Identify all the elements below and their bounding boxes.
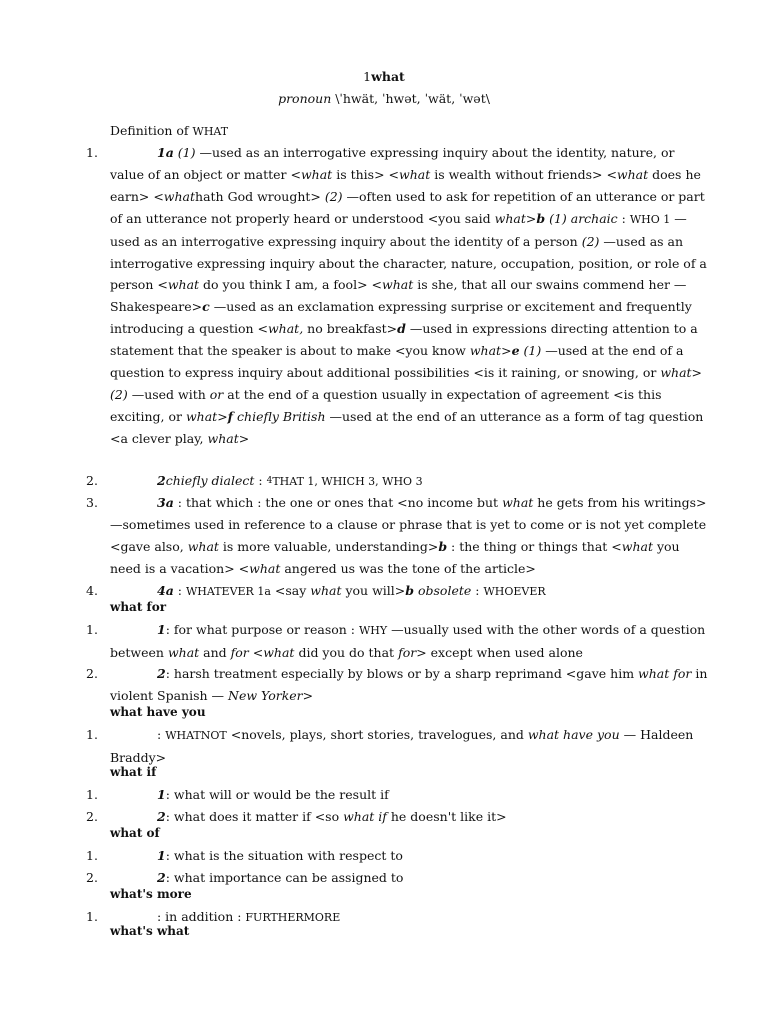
phrase-heading-whats-what: what's what	[110, 924, 190, 938]
list-number: 4.	[86, 583, 98, 598]
pronunciation: \ˈhwät, ˈhwət, ˈwät, ˈwət\	[331, 91, 490, 106]
what-for-sense-2: 2: harsh treatment especially by blows or by a sharp reprimand <gave him what for in violent Spanish — New Yorker>	[110, 666, 708, 703]
what-if-sense-2: 2: what does it matter if <so what if he doesn't like it>	[157, 809, 507, 824]
definition-title: Definition of WHAT	[110, 123, 229, 138]
list-number: 1.	[86, 787, 98, 802]
pronunciation-line	[0, 88, 768, 110]
what-of-sense-1: 1: what is the situation with respect to	[157, 848, 403, 863]
whats-more-sense-1: : in addition : FURTHERMORE	[157, 909, 341, 924]
list-number: 1.	[86, 622, 98, 637]
phrase-heading-what-of: what of	[110, 826, 160, 840]
list-number: 1.	[86, 909, 98, 924]
phrase-heading-what-if: what if	[110, 765, 157, 779]
headword-line	[0, 66, 768, 88]
list-number: 2.	[86, 870, 98, 885]
sense-2-text: 2chiefly dialect : 4THAT 1, WHICH 3, WHO 3	[157, 473, 423, 488]
phrase-heading-what-for: what for	[110, 600, 167, 614]
what-if-sense-1: 1: what will or would be the result if	[157, 787, 389, 802]
list-number: 2.	[86, 473, 98, 488]
phrase-heading-whats-more: what's more	[110, 887, 192, 901]
list-number: 2.	[86, 809, 98, 824]
what-for-sense-1: 1: for what purpose or reason : WHY —usually used with the other words of a question between what and for <what did you do that for> except when used alone	[110, 622, 706, 660]
sense-4-text: 4a : WHATEVER 1a <say what you will>b obsolete : WHOEVER	[157, 583, 546, 598]
part-of-speech: pronoun	[278, 91, 332, 106]
list-number: 1.	[86, 727, 98, 742]
what-have-you-sense-1: : WHATNOT <novels, plays, short stories, travelogues, and what have you — Haldeen Braddy>	[110, 727, 694, 765]
entry-header	[0, 66, 768, 110]
list-number: 1.	[86, 145, 98, 160]
what-of-sense-2: 2: what importance can be assigned to	[157, 870, 404, 885]
phrase-heading-what-have-you: what have you	[110, 705, 206, 719]
list-number: 3.	[86, 495, 98, 510]
sense-3-text: 3a : that which : the one or ones that <no income but what he gets from his writings> —sometimes used in reference to a clause or phrase that is yet to come or is not yet complete <gave also, what is more valuable, understanding>b : the thing or things that <what you need is a vacation> <what angered us was the tone of the article>	[110, 495, 707, 576]
homograph-number: 1	[363, 69, 372, 84]
list-number: 2.	[86, 666, 98, 681]
list-number: 1.	[86, 848, 98, 863]
sense-1-text: 1a (1) —used as an interrogative expressing inquiry about the identity, nature, or value of an object or matter <what is this> <what is wealth without friends> <what does he earn> <whathath God wrought> (2) —often used to ask for repetition of an utterance or part of an utterance not properly heard or understood <you said what>b (1) archaic : WHO 1 —used as an interrogative expressing inquiry about the identity of a person (2) —used as an interrogative expressing inquiry about the character, nature, occupation, position, or role of a person <what do you think I am, a fool> <what is she, that all our swains commend her — Shakespeare>c —used as an exclamation expressing surprise or excitement and frequently introducing a question <what, no breakfast>d —used in expressions directing attention to a statement that the speaker is about to make <you know what>e (1) —used at the end of a question to express inquiry about additional possibilities <is it raining, or snowing, or what> (2) —used with or at the end of a question usually in expectation of agreement <is this exciting, or what>f chiefly British —used at the end of an utterance as a form of tag question <a clever play, what>	[110, 145, 707, 446]
headword: what	[371, 69, 405, 84]
definition-title-word: WHAT	[192, 125, 229, 138]
